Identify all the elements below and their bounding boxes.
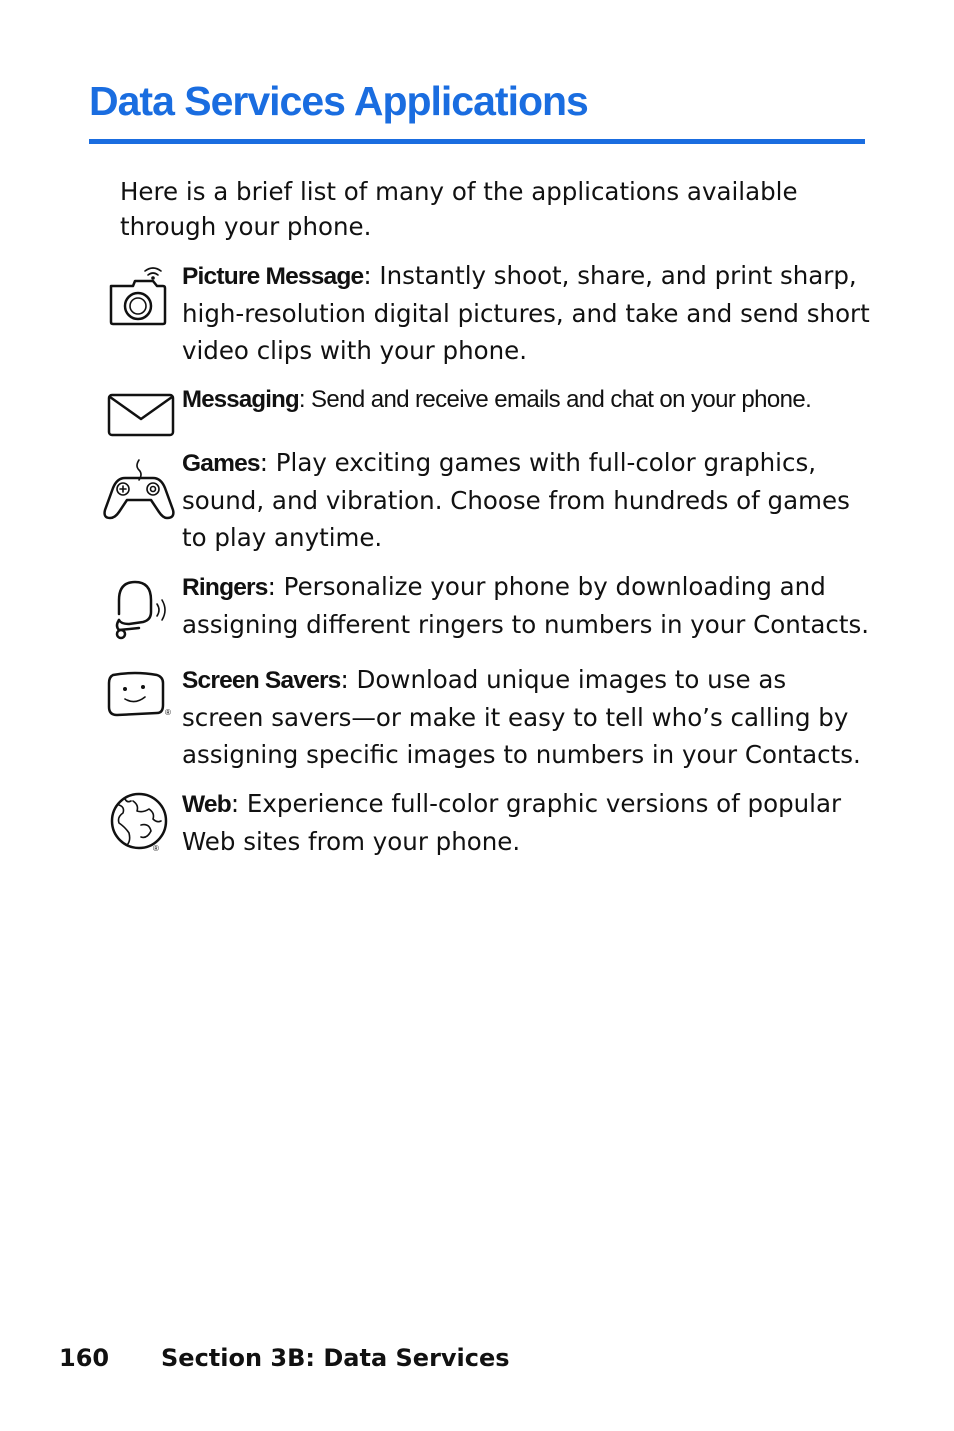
list-item-text <box>182 257 872 369</box>
item-description: : Experience full-color graphic versions of popular Web sites from your phone. <box>182 789 842 856</box>
item-label: Ringers <box>182 574 268 601</box>
page-title: Data Services Applications <box>89 78 588 124</box>
item-label: Games <box>182 450 260 477</box>
list-item-text <box>182 444 872 556</box>
globe-icon <box>103 793 173 863</box>
screen-face-icon <box>103 669 173 739</box>
svg-text:®: ® <box>165 708 171 717</box>
item-description: : Download unique images to use as screen savers—or make it easy to tell who’s calling by assigning specific images to numbers in your Contacts. <box>182 665 861 769</box>
page-number: 160 <box>59 1344 110 1372</box>
list-item-text <box>182 568 872 643</box>
list-item-text <box>182 785 872 860</box>
intro-paragraph: Here is a brief list of many of the applications available through your phone. <box>120 177 798 241</box>
item-label: Web <box>182 791 231 818</box>
camera-icon <box>103 264 173 334</box>
item-label: Picture Message <box>182 263 364 290</box>
game-controller-icon <box>103 456 173 526</box>
item-label: Screen Savers <box>182 667 341 694</box>
section-label: Section 3B: Data Services <box>161 1344 510 1372</box>
list-item-text <box>182 661 872 773</box>
item-description: : Send and receive emails and chat on your phone. <box>298 386 812 413</box>
item-description: : Play exciting games with full-color graphics, sound, and vibration. Choose from hundreds of games to play anytime. <box>182 448 850 552</box>
list-item-text <box>182 381 872 418</box>
title-rule <box>89 139 865 144</box>
bell-icon <box>103 578 173 648</box>
envelope-icon <box>103 389 173 459</box>
item-description: : Instantly shoot, share, and print sharp, high-resolution digital pictures, and take and send short video clips with your phone. <box>182 261 870 365</box>
item-description: : Personalize your phone by downloading and assigning different ringers to numbers in your Contacts. <box>182 572 870 639</box>
item-label: Messaging <box>182 386 299 413</box>
svg-text:®: ® <box>153 844 159 853</box>
